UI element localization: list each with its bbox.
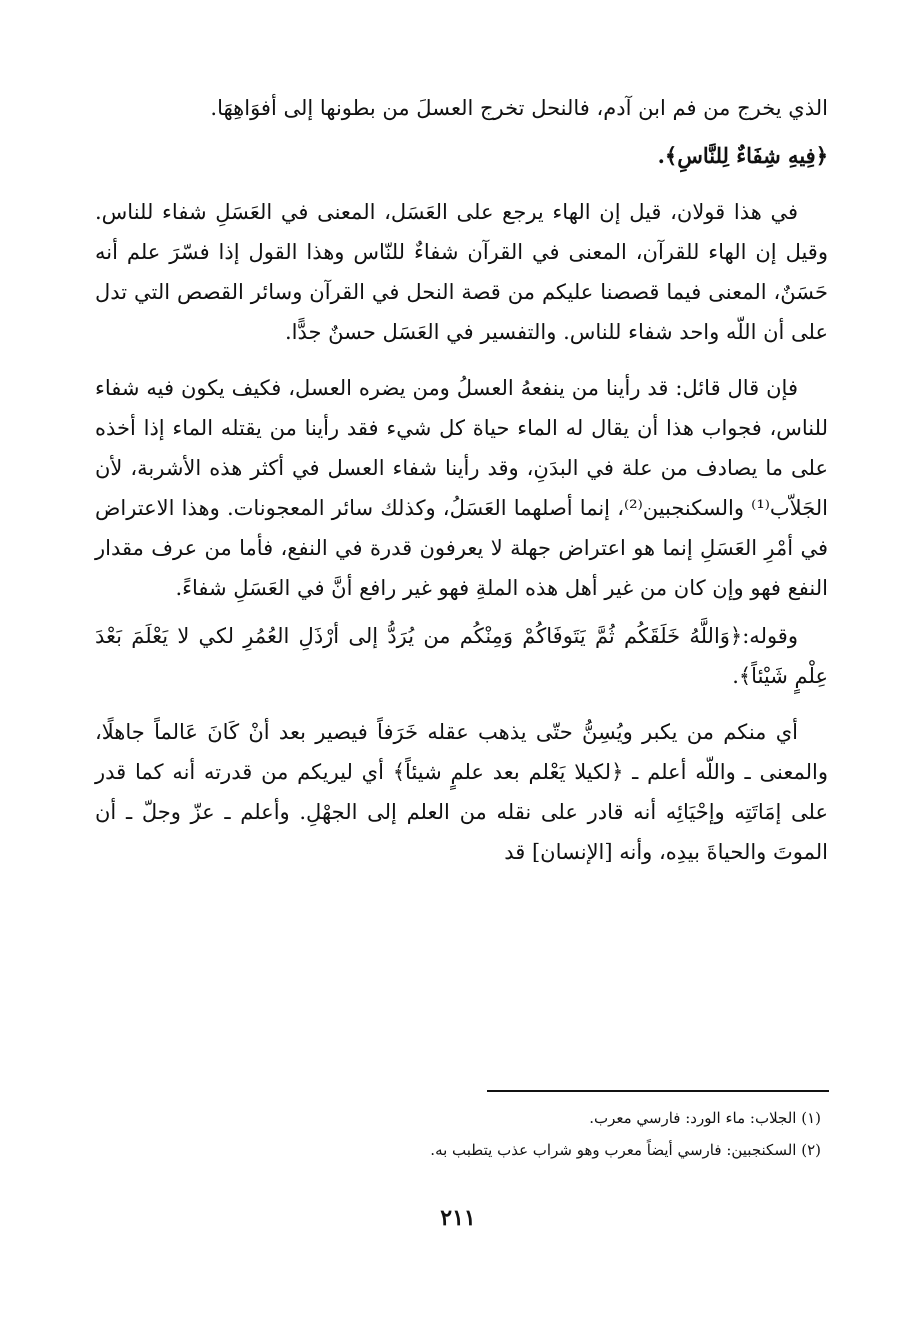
footnote-divider	[487, 1090, 829, 1092]
paragraph: فإن قال قائل: قد رأينا من ينفعهُ العسلُ ومن يضره العسل، فكيف يكون فيه شفاء للناس، فجواب هذا أن يقال له الماء حياة كل شيء فقد رأينا من يقتله الماء إذا أخذه على ما يصادف من علة في البدَنِ، وقد رأينا شفاء العسل في أكثر هذه الأشربة، لأن الجَلاّب⁽¹⁾ والسكنجبين⁽²⁾، إنما أصلهما العَسَلُ، وكذلك سائر المعجونات. وهذا الاعتراض في أمْرِ العَسَلِ إنما هو اعتراض جهلة لا يعرفون قدرة في النفع، فأما من عرف مقدار النفع فهو وإن كان من غير أهل هذه الملةِ فهو غير رافع أنَّ في العَسَلِ شفاءً.	[95, 376, 828, 600]
opening-line: الذي يخرج من فم ابن آدم، فالنحل تخرج العسلَ من بطونها إلى أفوَاهِهَا.	[210, 96, 828, 120]
paragraph: وقوله:﴿وَاللَّهُ خَلَقَكُم ثُمَّ يَتَوفَاكُمْ وَمِنْكُم من يُرَدُّ إلى أرْذَلِ العُمُرِ لكي لا يَعْلَمَ بَعْدَ عِلْمٍ شَيْئاً﴾.	[95, 624, 828, 688]
quran-verse: ﴿فِيهِ شِفَاءٌ لِلنَّاسِ﴾.	[657, 143, 828, 168]
footnote: (١) الجلاب: ماء الورد: فارسي معرب.	[589, 1109, 821, 1127]
paragraph: أي منكم من يكبر ويُسِنُّ حتّى يذهب عقله خَرَفاً فيصير بعد أنْ كَانَ عَالماً جاهلًا، والمعنى ـ واللّه أعلم ـ ﴿لكيلا يَعْلم بعد علمٍ شيئاً﴾ أي ليريكم من قدرته أنه كما قدر على إمَاتَتِه وإحْيَائِه أنه قادر على نقله من العلم إلى الجهْلِ. وأعلم ـ عزّ وجلّ ـ أن الموتَ والحياةَ بيدِه، وأنه [الإنسان] قد	[95, 720, 828, 864]
page-number: ٢١١	[440, 1205, 476, 1231]
main-text	[95, 88, 828, 872]
footnotes	[88, 1102, 821, 1166]
footnote: (٢) السكنجبين: فارسي أيضاً معرب وهو شراب عذب يتطبب به.	[430, 1141, 821, 1159]
paragraph: في هذا قولان، قيل إن الهاء يرجع على العَسَل، المعنى في العَسَلِ شفاء للناس. وقيل إن الهاء للقرآن، المعنى في القرآن شفاءٌ للنّاس وهذا القول إذا فسّرَ علم أنه حَسَنٌ، المعنى فيما قصصنا عليكم من قصة النحل في القرآن وسائر القصص التي تدل على أن اللّه واحد شفاء للناس. والتفسير في العَسَل حسنٌ جدًّا.	[95, 200, 828, 344]
